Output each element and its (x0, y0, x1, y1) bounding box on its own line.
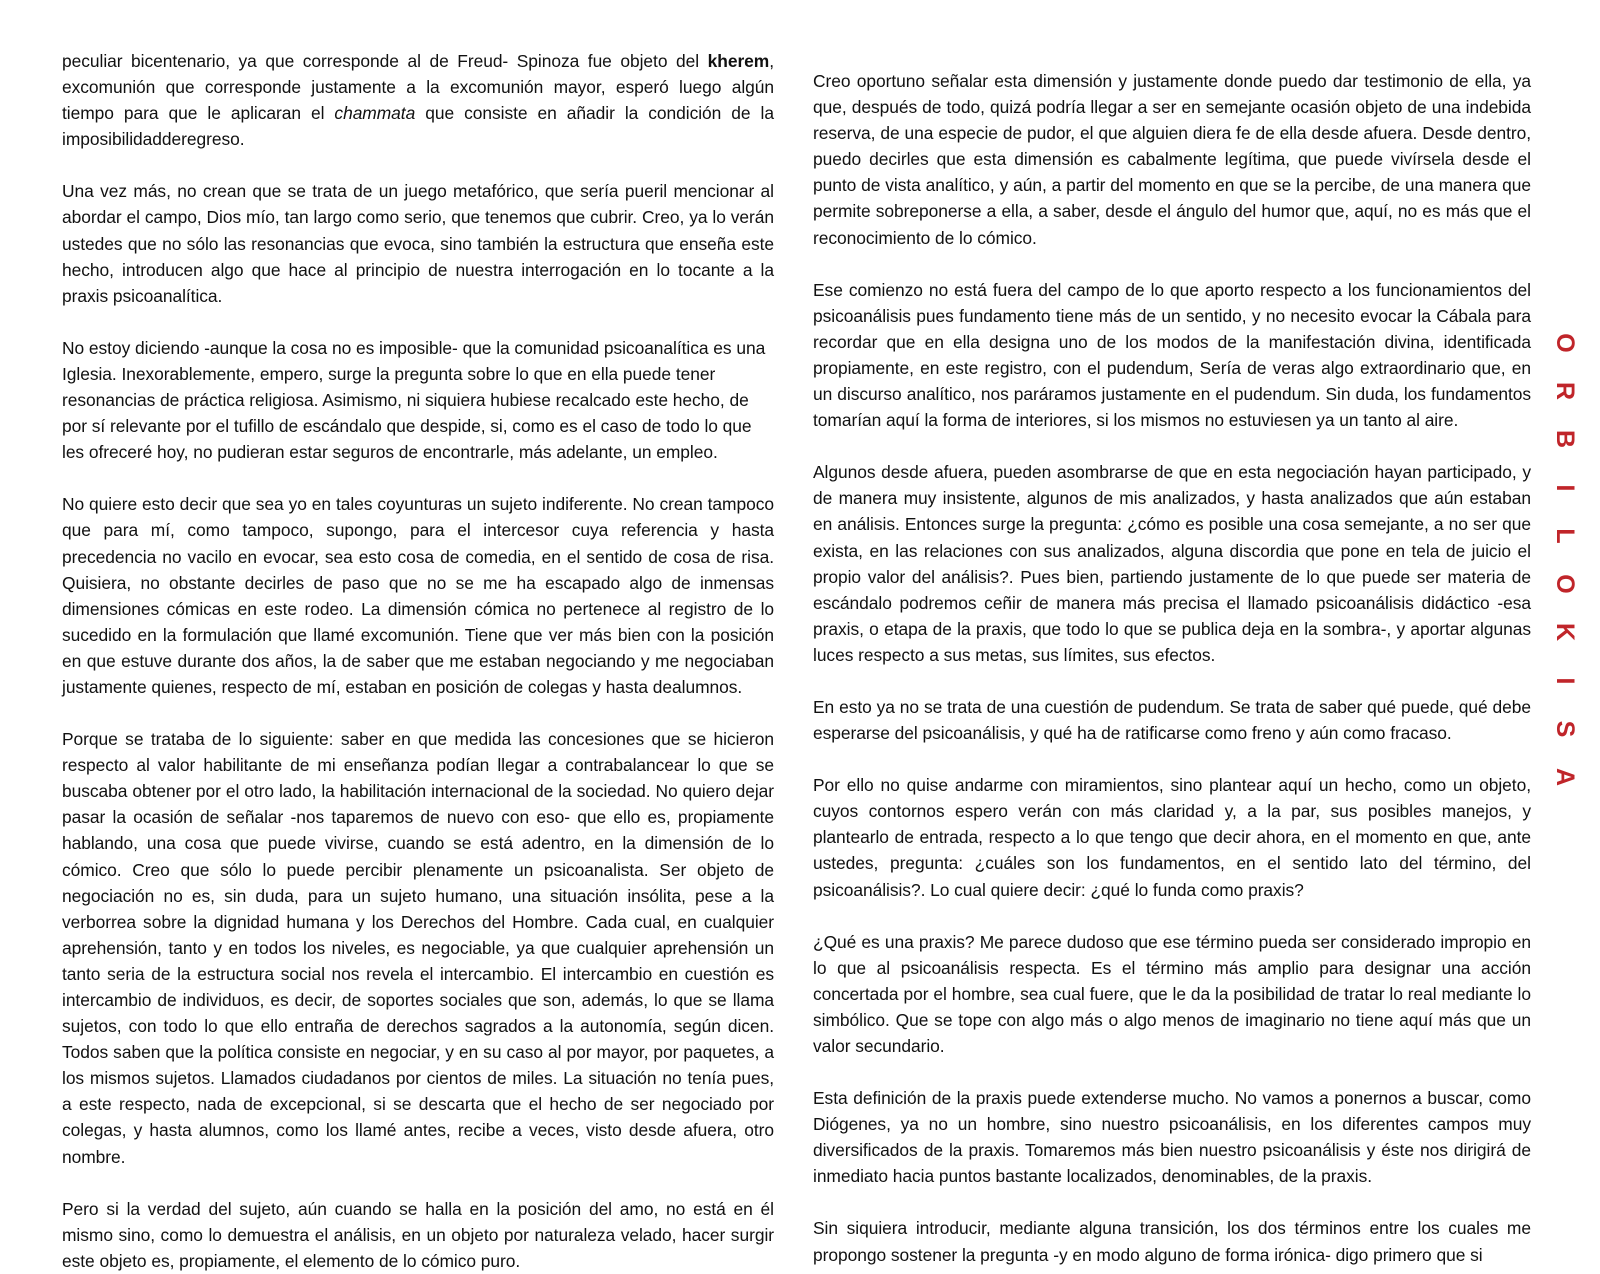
text-run: Algunos desde afuera, pueden asombrarse de que en esta negociación hayan participado, y de manera muy insistente, algunos de mis analizados, y hasta analizados que aún estaban en análisis. Entonces surge la pregunta: ¿cómo es posible una cosa semejante, a no ser que exista, en las relaciones con sus analizados, alguna discordia que pone en tela de juicio el propio valor del análisis?. Pues bien, partiendo justamente de lo que puede ser materia de escándalo podremos ceñir de manera más precisa el llamado psicoanálisis didáctico -esa praxis, o etapa de la praxis, que todo lo que se publica deja en la sombra-, y aportar algunas luces respecto a sus metas, sus límites, sus efectos. (813, 462, 1531, 665)
text-run: No quiere esto decir que sea yo en tales coyunturas un sujeto indiferente. No crean tampoco que para mí, como tampoco, supongo, para el intercesor cuya referencia y hasta precedencia no vacilo en evocar, sea esto cosa de comedia, en el sentido de cosa de risa. Quisiera, no obstante decirles de paso que no se me ha escapado algo de inmensas dimensiones cómicas en este rodeo. La dimensión cómica no pertenece al registro de lo sucedido en la formulación que llamé excomunión. Tiene que ver más bien con la posición en que estuve durante dos años, la de saber que me estaban negociando y me negociaban justamente quienes, respecto de mí, estaban en posición de colegas y hasta dealumnos. (62, 494, 774, 697)
left-text-column (62, 48, 774, 1274)
paragraph-q2 (813, 277, 1531, 434)
text-run: Pero si la verdad del sujeto, aún cuando se halla en la posición del amo, no está en él mismo sino, como lo demuestra el análisis, en un objeto por naturaleza velado, hacer surgir este objeto es, propiamente, el elemento de lo cómico puro. (62, 1198, 774, 1271)
paragraph-p5 (62, 726, 774, 1170)
watermark-letter: I (1551, 484, 1579, 492)
watermark-letter: S (1551, 720, 1579, 738)
text-run: Una vez más, no crean que se trata de un juego metafórico, que sería pueril mencionar al abordar el campo, Dios mío, tan largo como serio, que tenemos que cubrir. Creo, ya lo verán ustedes que no sólo las resonancias que evoca, sino también la estructura que enseña este hecho, introducen algo que hace al principio de nuestra interrogación en lo tocante a la praxis psicoanalítica. (62, 181, 774, 306)
paragraph-p4 (62, 491, 774, 700)
paragraph-p6 (62, 1196, 774, 1274)
paragraph-q1 (813, 68, 1531, 251)
bold-term: kherem (707, 51, 770, 71)
paragraph-q4 (813, 694, 1531, 746)
paragraph-q5 (813, 772, 1531, 902)
paragraph-q7 (813, 1085, 1531, 1189)
watermark-letter: I (1551, 677, 1579, 684)
watermark-letter: A (1551, 767, 1579, 786)
paragraph-p1 (62, 48, 774, 152)
text-run: , excomunión que corresponde justamente a la excomunión mayor, esperó luego algún tiempo para que le aplicaran el (62, 51, 774, 124)
text-run: que consiste en añadir la condición de la imposibilidadderegreso. (62, 103, 774, 150)
watermark-letter: R (1551, 382, 1579, 401)
paragraph-q6 (813, 929, 1531, 1059)
text-run: Ese comienzo no está fuera del campo de lo que aporto respecto a los funcionamientos del psicoanálisis pues fundamento tiene más de un sentido, y no necesito evocar la Cábala para recordar que en ella designa uno de los modos de la manifestación divina, identificada propiamente, en este registro, con el pudendum, Sería de veras algo extraordinario que, en un discurso analítico, nos paráramos justamente en el pudendum. Sin duda, los fundamentos tomarían aquí la forma de interiores, si los mismos no estuviesen ya un tanto al aire. (813, 279, 1531, 431)
text-run: ¿Qué es una praxis? Me parece dudoso que ese término pueda ser considerado impropio en lo que al psicoanálisis respecta. Es el término más amplio para designar una acción concertada por el hombre, sea cual fuere, que le da la posibilidad de tratar lo real mediante lo simbólico. Que se tope con algo más o algo menos de imaginario no tiene aquí más que un valor secundario. (813, 931, 1531, 1056)
right-text-column (813, 68, 1531, 1268)
paragraph-p3 (62, 335, 774, 465)
watermark-letter: O (1551, 574, 1579, 594)
italic-term: chammata (334, 103, 416, 124)
text-run: En esto ya no se trata de una cuestión de pudendum. Se trata de saber qué puede, qué debe esperarse del psicoanálisis, y qué ha de ratificarse como freno y aún como fracaso. (813, 696, 1531, 744)
text-run: peculiar bicentenario, ya que corresponde al de Freud- Spinoza fue objeto del (62, 51, 708, 71)
watermark-letter: K (1551, 623, 1579, 642)
text-run: Creo oportuno señalar esta dimensión y justamente donde puedo dar testimonio de ella, ya que, después de todo, quizá podría llegar a ser en semejante ocasión objeto de una indebida reserva, de una especie de pudor, el que alguien diera fe de ella desde afuera. Desde dentro, puedo decirles que esta dimensión es cabalmente legítima, que puede vivírsela desde el punto de vista analítico, y aún, a partir del momento en que se la percibe, de una manera que permite sobreponerse a ella, a saber, desde el ángulo del humor que, aquí, no es más que el reconocimiento de lo cómico. (813, 71, 1531, 248)
paragraph-q3 (813, 459, 1531, 668)
watermark-letter: O (1551, 333, 1579, 353)
watermark-letter: L (1551, 528, 1579, 544)
text-run: Sin siquiera introducir, mediante alguna transición, los dos términos entre los cuales me propongo sostener la pregunta -y en modo alguno de forma irónica- digo primero que si (813, 1218, 1531, 1265)
text-run: Por ello no quise andarme con miramientos, sino plantear aquí un hecho, como un objeto, cuyos contornos espero verán con más claridad y, a la par, sus posibles manejos, y plantearlo de entrada, respecto a lo que tengo que decir ahora, en el momento en que, ante ustedes, pregunta: ¿cuáles son los fundamentos, en el sentido lato del término, del psicoanálisis?. Lo cual quiere decir: ¿qué lo funda como praxis? (813, 775, 1531, 900)
watermark-letter: B (1551, 430, 1579, 449)
text-run: No estoy diciendo -aunque la cosa no es imposible- que la comunidad psicoanalítica es una Iglesia. Inexorablemente, empero, surge la pregunta sobre lo que en ella puede tener resonancias de práctica religiosa. Asimismo, ni siquiera hubiese recalcado este hecho, de por sí relevante por el tufillo de escándalo que despide, si, como es el caso de todo lo que les ofreceré hoy, no pudieran estar seguros de encontrarle, más adelante, un empleo. (62, 337, 766, 463)
paragraph-p2 (62, 178, 774, 308)
psikolibro-watermark (1536, 330, 1592, 790)
text-run: Esta definición de la praxis puede extenderse mucho. No vamos a ponernos a buscar, como Diógenes, ya no un hombre, sino nuestro psicoanálisis, en los diferentes campos muy diversificados de la praxis. Tomaremos más bien nuestro psicoanálisis y éste nos dirigirá de inmediato hacia puntos bastante localizados, denominables, de la praxis. (813, 1088, 1531, 1187)
text-run: Porque se trataba de lo siguiente: saber en que medida las concesiones que se hicieron respecto al valor habilitante de mi enseñanza podían llegar a contrabalancear lo que se buscaba obtener por el otro lado, la habilitación internacional de la sociedad. No quiero dejar pasar la ocasión de señalar -nos taparemos de nuevo con eso- que ello es, propiamente hablando, una cosa que puede vivirse, cuando se está adentro, en la dimensión de lo cómico. Creo que sólo lo puede percibir plenamente un psicoanalista. Ser objeto de negociación no es, sin duda, para un sujeto humano, una situación insólita, pese a la verborrea sobre la dignidad humana y los Derechos del Hombre. Cada cual, en cualquier aprehensión, tanto y en todos los niveles, es negociable, ya que cualquier aprehensión un tanto seria de la estructura social nos revela el intercambio. El intercambio en cuestión es intercambio de individuos, es decir, de soportes sociales que son, además, lo que se llama sujetos, con todo lo que ello entraña de derechos sagrados a la autonomía, según dicen. Todos saben que la política consiste en negociar, y en su caso al por mayor, por paquetes, a los mismos sujetos. Llamados ciudadanos por cientos de miles. La situación no tenía pues, a este respecto, nada de excepcional, si se descarta que el hecho de ser negociado por colegas, y hasta alumnos, como los llamé antes, recibe a veces, visto desde afuera, otro nombre. (62, 729, 774, 1167)
paragraph-q8 (813, 1215, 1531, 1267)
